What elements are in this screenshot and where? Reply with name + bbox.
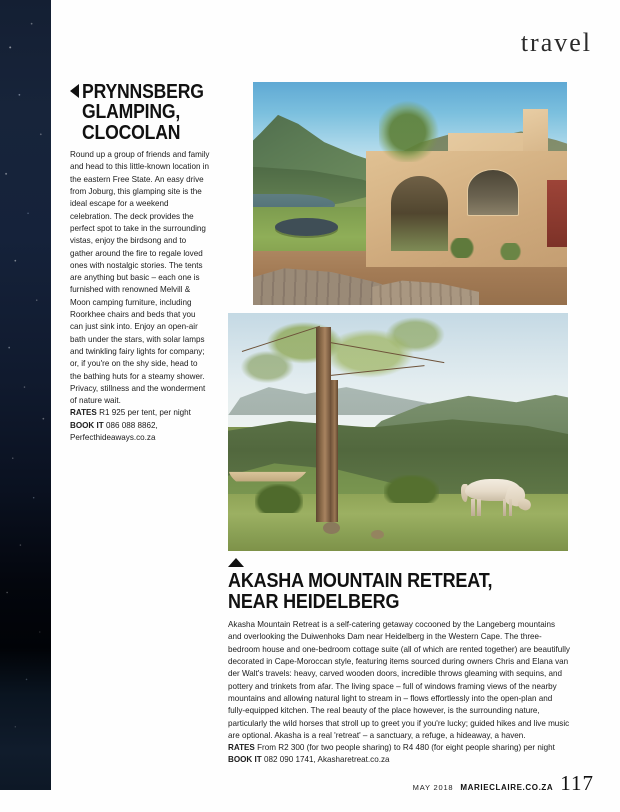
night-sky-edge-image (0, 0, 51, 790)
article-akasha (228, 558, 570, 767)
prynnsberg-title: PRYNNSBERG GLAMPING, CLOCOLAN (82, 81, 204, 144)
horse-leg-front (503, 499, 507, 516)
footer-brand: MARIECLAIRE.CO.ZA (460, 783, 554, 792)
akasha-book-line (228, 754, 570, 766)
photo-archway (391, 176, 448, 252)
article-prynnsberg (70, 82, 210, 444)
akasha-book-label: BOOK IT (228, 755, 262, 765)
page-section-title: travel (520, 28, 592, 57)
akasha-body-text: Akasha Mountain Retreat is a self-catering getaway cocooned by the Langeberg mountains and overlooking the Duiwenhoks Dam near Heidelberg in the Western Cape. The three-bedroom house and one-bedroom cottage suite (all of which are rented together) are beautifully decorated in Cape-Moroccan style, featuring items sourced during owners Chris and Elana van der Walt's travels: heavy, carved wooden doors, incredible throws gleaming with sequins, and pottery and trinkets from afar. The living space – full of windows framing views of the nearby mountains and allowing natural light to stream in – flows effortlessly into the open-plan and fully-equipped kitchen. The real beauty of the place however, is the surrounding nature, particularly the wild horses that stroll up to greet you if you're lucky; guided hikes and live music are optional. Akasha is a real 'retreat' – a sanctuary, a refuge, a hideaway, a haven. (228, 620, 570, 740)
akasha-title: AKASHA MOUNTAIN RETREAT, NEAR HEIDELBERG (228, 570, 493, 613)
page-footer (413, 771, 594, 796)
horse-leg-rear (471, 499, 475, 516)
prynnsberg-rates-line (70, 407, 210, 419)
horse-photo-tree-canopy (235, 313, 466, 442)
photo-akasha-house (253, 82, 567, 305)
footer-page-number: 117 (560, 771, 594, 795)
photo-tree-foliage (379, 100, 442, 162)
photo-red-door (547, 180, 567, 247)
prynnsberg-rates-value: R1 925 per tent, per night (99, 408, 191, 418)
horse-leg-rear-back (477, 499, 481, 516)
prynnsberg-book-label: BOOK IT (70, 420, 104, 430)
prynnsberg-body-text: Round up a group of friends and family and head to this little-known location in the eastern Free State. An easy drive from Joburg, this glamping site is the ideal escape for a weekend celebration. The deck provides the perfect spot to take in the surrounding vistas, enjoy the birdsong and to gather around the fire to regale loved ones with nostalgic stories. The tents are anything but basic – each one is furnished with renowned Melvill & Moon camping furniture, including Roorkhee chairs and beds that you can just sink into. Enjoy an open-air bath under the stars, with solar lamps and twinkling fairy lights for company; or, if you're on the shy side, head to the bathing huts for a steamy shower. Privacy, stillness and the wonderment of nature wait. (70, 150, 210, 406)
photo-arched-window (467, 169, 519, 216)
photo-trampoline (275, 218, 338, 236)
prynnsberg-rates-label: RATES (70, 408, 97, 418)
akasha-rates-line (228, 742, 570, 754)
prynnsberg-book-value: 086 088 8862, Perfecthideaways.co.za (70, 420, 158, 442)
prynnsberg-title-row (70, 82, 210, 143)
horse-photo-bush-two (255, 484, 303, 513)
akasha-body-wrap (228, 619, 570, 767)
prynnsberg-body-wrap (70, 149, 210, 444)
akasha-rates-label: RATES (228, 743, 255, 753)
horse-leg-front-back (509, 499, 513, 516)
horse-photo-tree-trunk (316, 327, 330, 522)
triangle-up-icon (228, 558, 244, 567)
horse-photo-tree-trunk-second (330, 380, 338, 523)
triangle-left-icon (70, 84, 79, 98)
photo-shrub-two (498, 243, 523, 261)
akasha-rates-value: From R2 300 (for two people sharing) to R4 480 (for eight people sharing) per night (257, 743, 555, 753)
photo-horse-landscape (228, 313, 568, 551)
akasha-book-value: 082 090 1741, Akasharetreat.co.za (263, 755, 390, 765)
photo-shrub-one (448, 238, 476, 258)
footer-issue-date: MAY 2018 (412, 783, 454, 792)
horse-photo-bush-one (384, 475, 438, 504)
prynnsberg-book-line (70, 420, 210, 445)
horse-photo-white-horse (459, 475, 534, 518)
